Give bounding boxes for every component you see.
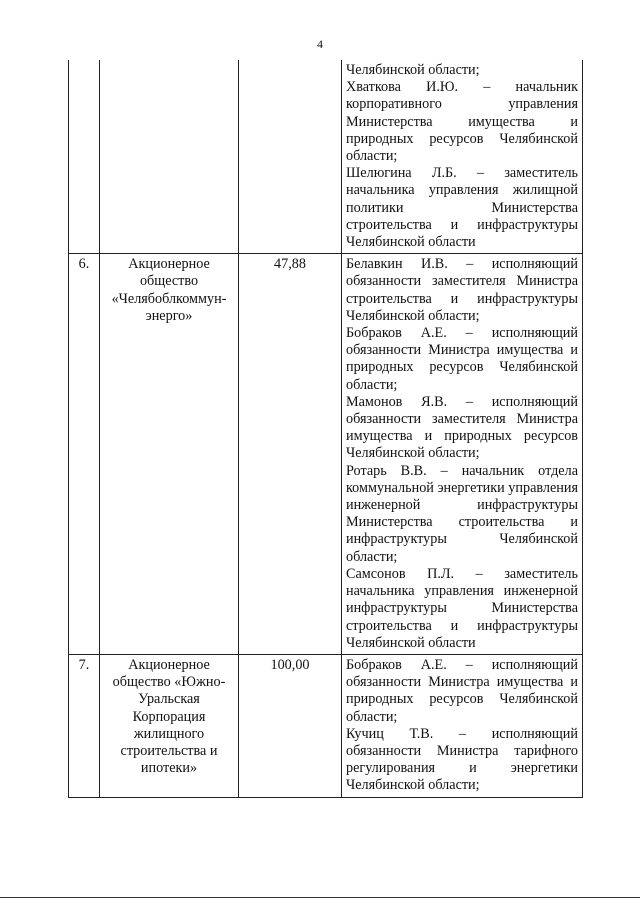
table-row bbox=[69, 60, 583, 254]
member-entry: Белавкин И.В. – исполняющий обязанности заместителя Министра строительства и инфраструктуры Челябинской области; bbox=[346, 256, 578, 324]
page-number: 4 bbox=[317, 37, 323, 51]
member-entry: Мамонов Я.В. – исполняющий обязанности заместителя Министра имущества и природных ресурсов Челябинской области; bbox=[346, 393, 578, 462]
organization-name bbox=[100, 60, 239, 254]
member-entry: Самсонов П.Л. – заместитель начальника управления инженерной инфраструктуры Министерства строительства и инфраструктуры Челябинской области bbox=[346, 565, 578, 651]
board-members bbox=[342, 254, 583, 655]
organization-name: Акционерное общество «Южно-Уральская Корпорация жилищного строительства и ипотеки» bbox=[100, 654, 239, 797]
row-number: 6. bbox=[69, 254, 100, 655]
state-share: 47,88 bbox=[239, 254, 342, 655]
board-members bbox=[342, 60, 583, 254]
member-entry: Бобраков А.Е. – исполняющий обязанности Министра имущества и природных ресурсов Челябинской области; bbox=[346, 656, 578, 725]
table-row bbox=[69, 654, 583, 797]
row-number bbox=[69, 60, 100, 254]
member-entry: Кучиц Т.В. – исполняющий обязанности Министра тарифного регулирования и энергетики Челябинской области; bbox=[346, 725, 578, 794]
board-members bbox=[342, 654, 583, 797]
member-entry: Хваткова И.Ю. – начальник корпоративного управления Министерства имущества и природных ресурсов Челябинской области; bbox=[346, 79, 578, 165]
organization-name: Акционерное общество «Челябоблкоммун-энерго» bbox=[100, 254, 239, 655]
table-row bbox=[69, 254, 583, 655]
member-entry: Бобраков А.Е. – исполняющий обязанности Министра имущества и природных ресурсов Челябинской области; bbox=[346, 325, 578, 393]
page-bottom-rule bbox=[0, 897, 640, 898]
member-entry: Ротарь В.В. – начальник отдела коммунальной энергетики управления инженерной инфраструктуры Министерства строительства и инфраструктуры Челябинской области; bbox=[346, 462, 578, 565]
member-entry: Шелюгина Л.Б. – заместитель начальника управления жилищной политики Министерства строительства и инфраструктуры Челябинской области bbox=[346, 165, 578, 251]
state-share: 100,00 bbox=[239, 654, 342, 797]
members-table bbox=[68, 60, 583, 798]
state-share bbox=[239, 60, 342, 254]
member-entry: Челябинской области; bbox=[346, 62, 480, 78]
row-number: 7. bbox=[69, 654, 100, 797]
